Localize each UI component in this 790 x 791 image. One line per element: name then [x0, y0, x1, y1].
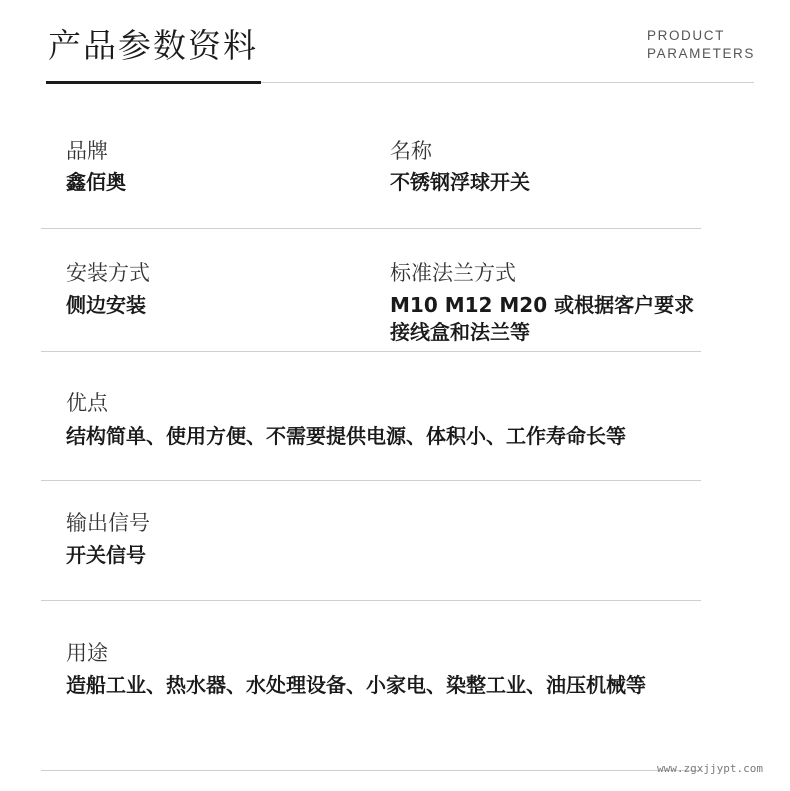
row-divider [41, 770, 701, 771]
row-divider [41, 228, 701, 229]
output-label: 输出信号 [66, 511, 150, 535]
english-subtitle-line1: PRODUCT [646, 28, 725, 43]
english-subtitle [647, 27, 755, 63]
brand-value: 鑫佰奥 [66, 170, 126, 194]
flange-value-line1: M10 M12 M20 或根据客户要求 [390, 293, 695, 317]
row-divider [41, 600, 701, 601]
advantages-value: 结构简单、使用方便、不需要提供电源、体积小、工作寿命长等 [66, 424, 626, 448]
name-value: 不锈钢浮球开关 [390, 170, 530, 194]
english-subtitle-line2: PARAMETERS [646, 46, 755, 61]
flange-label: 标准法兰方式 [390, 261, 516, 285]
page-title: 产品参数资料 [48, 26, 258, 65]
install-value: 侧边安装 [66, 293, 146, 317]
row-divider [41, 480, 701, 481]
advantages-label: 优点 [66, 391, 108, 415]
brand-label: 品牌 [66, 139, 108, 163]
flange-value-line2: 接线盒和法兰等 [390, 320, 530, 344]
usage-value: 造船工业、热水器、水处理设备、小家电、染整工业、油压机械等 [66, 673, 646, 697]
usage-label: 用途 [66, 641, 108, 665]
install-label: 安装方式 [66, 261, 150, 285]
title-underline [46, 81, 261, 84]
watermark: www.zgxjjypt.com [657, 762, 763, 775]
output-value: 开关信号 [66, 543, 146, 567]
row-divider [41, 351, 701, 352]
name-label: 名称 [390, 139, 432, 163]
